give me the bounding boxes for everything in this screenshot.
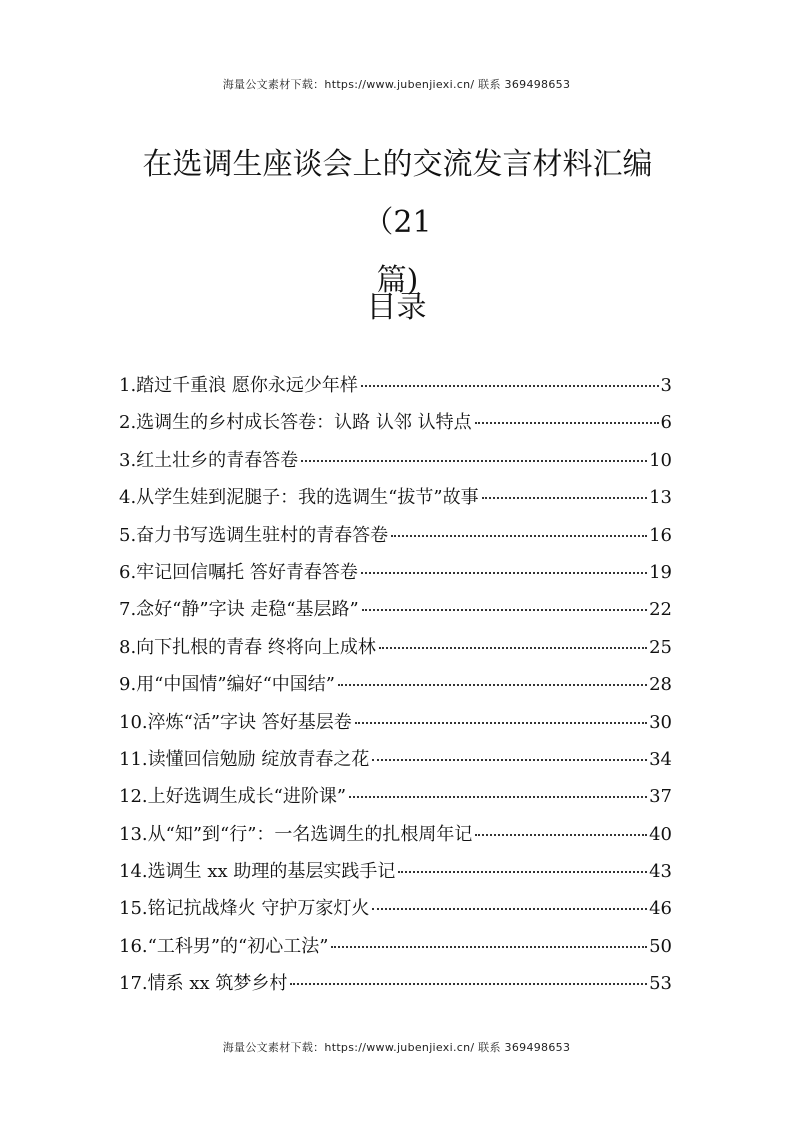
toc-page-number: 13 (649, 487, 672, 509)
toc-entry[interactable] (119, 741, 672, 778)
toc-dot-leader (361, 385, 659, 387)
toc-page-number: 28 (649, 674, 672, 696)
toc-page-number: 16 (649, 524, 672, 546)
toc-entry[interactable] (119, 591, 672, 628)
toc-page-number: 46 (649, 898, 672, 920)
toc-entry[interactable] (119, 554, 672, 591)
toc-dot-leader (475, 422, 659, 424)
toc-entry-title: 10.淬炼“活”字诀 答好基层卷 (119, 711, 352, 733)
toc-entry[interactable] (119, 629, 672, 666)
toc-dot-leader (372, 908, 647, 910)
toc-entry-title: 5.奋力书写选调生驻村的青春答卷 (119, 524, 389, 546)
toc-dot-leader (349, 796, 647, 798)
toc-dot-leader (338, 684, 647, 686)
document-title-line-2: 篇) (376, 263, 419, 298)
toc-page-number: 30 (649, 711, 672, 733)
toc-dot-leader (362, 609, 647, 611)
toc-entry[interactable] (119, 367, 672, 404)
toc-dot-leader (290, 983, 647, 985)
toc-page-number: 10 (649, 449, 672, 471)
toc-heading: 目录 (366, 290, 427, 325)
toc-page-number: 40 (649, 823, 672, 845)
toc-page-number: 25 (649, 636, 672, 658)
toc-dot-leader (355, 722, 647, 724)
toc-dot-leader (398, 871, 647, 873)
toc-entry[interactable] (119, 928, 672, 965)
toc-entry-title: 1.踏过千重浪 愿你永远少年样 (119, 375, 358, 396)
toc-dot-leader (379, 647, 647, 649)
toc-entry-title: 4.从学生娃到泥腿子：我的选调生“拔节”故事 (119, 487, 479, 509)
toc-entry[interactable] (119, 404, 672, 441)
toc-entry[interactable] (119, 965, 672, 1002)
toc-entry[interactable] (119, 704, 672, 741)
toc-page-number: 53 (649, 973, 672, 995)
toc-dot-leader (482, 497, 648, 499)
toc-dot-leader (361, 572, 647, 574)
toc-entry-title: 8.向下扎根的青春 终将向上成林 (119, 636, 376, 658)
toc-entry[interactable] (119, 778, 672, 815)
toc-page-number: 3 (660, 375, 672, 396)
toc-entry-title: 9.用“中国情”编好“中国结” (119, 674, 335, 696)
toc-entry[interactable] (119, 890, 672, 927)
toc-page-number: 19 (649, 561, 672, 583)
toc-entry[interactable] (119, 479, 672, 516)
toc-entry-title: 3.红土壮乡的青春答卷 (119, 449, 299, 471)
toc-page-number: 34 (649, 748, 672, 770)
toc-entry-title: 11.读懂回信勉励 绽放青春之花 (119, 748, 370, 770)
toc-entry-title: 12.上好选调生成长“进阶课” (119, 786, 347, 808)
toc-page-number: 50 (649, 935, 672, 957)
toc-page-number: 6 (660, 412, 672, 434)
toc-entry-title: 7.念好“静”字诀 走稳“基层路” (119, 599, 359, 621)
toc-entry[interactable] (119, 816, 672, 853)
toc-dot-leader (391, 535, 647, 537)
toc-entry-title: 15.铭记抗战烽火 守护万家灯火 (119, 898, 370, 920)
toc-entry-title: 13.从“知”到“行”：一名选调生的扎根周年记 (119, 823, 473, 845)
toc-entry-title: 17.情系 xx 筑梦乡村 (119, 973, 288, 995)
table-of-contents (119, 367, 672, 1003)
toc-entry[interactable] (119, 853, 672, 890)
toc-entry-title: 16.“工科男”的“初心工法” (119, 935, 329, 957)
toc-dot-leader (372, 759, 647, 761)
toc-entry[interactable] (119, 442, 672, 479)
toc-entry-title: 6.牢记回信嘱托 答好青春答卷 (119, 561, 358, 583)
toc-page-number: 22 (649, 599, 672, 621)
document-title-line-1: 在选调生座谈会上的交流发言材料汇编（21 (142, 147, 653, 240)
page-footer: 海量公文素材下载：https://www.jubenjiexi.cn/ 联系 369498653 (222, 1041, 571, 1054)
toc-entry[interactable] (119, 517, 672, 554)
toc-entry-title: 14.选调生 xx 助理的基层实践手记 (119, 861, 396, 883)
toc-entry-title: 2.选调生的乡村成长答卷：认路 认邻 认特点 (119, 412, 472, 434)
page-header: 海量公文素材下载：https://www.jubenjiexi.cn/ 联系 369498653 (222, 78, 571, 91)
toc-entry[interactable] (119, 666, 672, 703)
toc-page-number: 43 (649, 861, 672, 883)
toc-dot-leader (331, 946, 647, 948)
toc-page-number: 37 (649, 786, 672, 808)
document-title (110, 136, 685, 310)
toc-dot-leader (301, 460, 647, 462)
toc-dot-leader (475, 834, 647, 836)
